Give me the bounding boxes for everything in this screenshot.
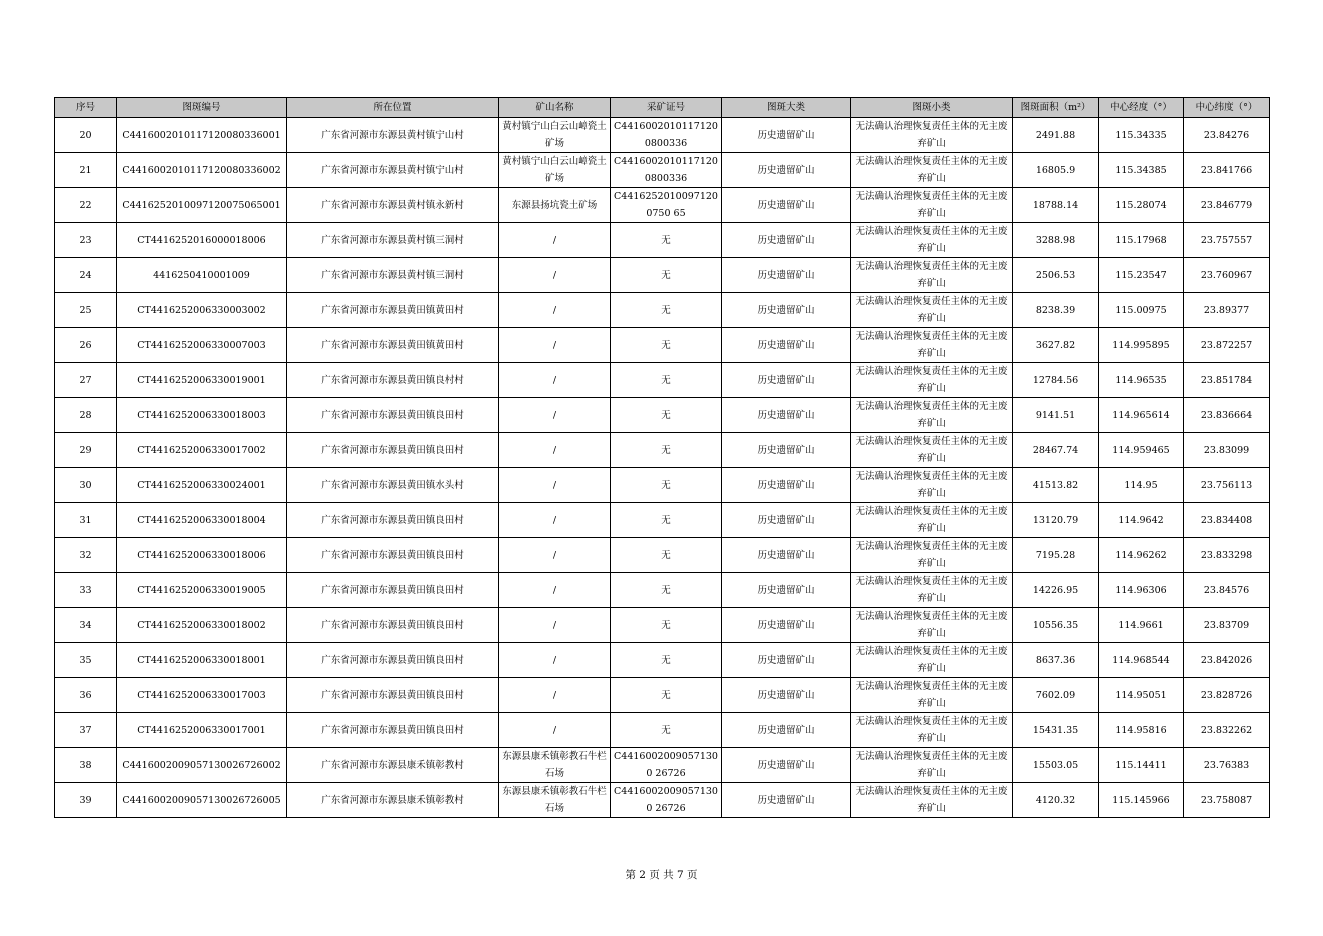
- cell-col-mine-name: /: [499, 398, 611, 433]
- cell-col-category: 历史遗留矿山: [722, 643, 851, 678]
- cell-col-patch-code: CT4416252016000018006: [117, 223, 287, 258]
- cell-col-latitude: 23.89377: [1184, 293, 1270, 328]
- cell-col-index: 37: [55, 713, 117, 748]
- cell-col-category: 历史遗留矿山: [722, 153, 851, 188]
- cell-col-category: 历史遗留矿山: [722, 748, 851, 783]
- cell-col-patch-code: CT4416252006330003002: [117, 293, 287, 328]
- header-col-category: 图斑大类: [722, 98, 851, 118]
- header-col-location: 所在位置: [287, 98, 499, 118]
- cell-col-area: 13120.79: [1013, 503, 1099, 538]
- cell-col-patch-code: CT4416252006330007003: [117, 328, 287, 363]
- table-row: [55, 538, 1270, 573]
- cell-col-longitude: 115.145966: [1099, 783, 1184, 818]
- cell-col-category: 历史遗留矿山: [722, 223, 851, 258]
- cell-col-longitude: 114.995895: [1099, 328, 1184, 363]
- cell-col-area: 18788.14: [1013, 188, 1099, 223]
- cell-col-index: 38: [55, 748, 117, 783]
- cell-col-area: 2506.53: [1013, 258, 1099, 293]
- cell-col-index: 29: [55, 433, 117, 468]
- cell-col-location: 广东省河源市东源县康禾镇彰教村: [287, 783, 499, 818]
- cell-col-location: 广东省河源市东源县黄田镇黄田村: [287, 328, 499, 363]
- cell-col-patch-code: C4416002009057130026726005: [117, 783, 287, 818]
- cell-col-mine-name: /: [499, 643, 611, 678]
- cell-col-license-no: 无: [611, 433, 722, 468]
- table-body: [55, 118, 1270, 818]
- cell-col-mine-name: /: [499, 258, 611, 293]
- cell-col-longitude: 115.34385: [1099, 153, 1184, 188]
- cell-col-mine-name: 东源县康禾镇彰教石牛栏石场: [499, 783, 611, 818]
- cell-col-license-no: C44160020090571300 26726: [611, 748, 722, 783]
- cell-col-patch-code: C4416002010117120080336002: [117, 153, 287, 188]
- cell-col-location: 广东省河源市东源县康禾镇彰教村: [287, 748, 499, 783]
- cell-col-subcategory: 无法确认治理恢复责任主体的无主废弃矿山: [851, 678, 1013, 713]
- cell-col-area: 28467.74: [1013, 433, 1099, 468]
- cell-col-location: 广东省河源市东源县黄村镇永新村: [287, 188, 499, 223]
- cell-col-longitude: 115.34335: [1099, 118, 1184, 153]
- cell-col-subcategory: 无法确认治理恢复责任主体的无主废弃矿山: [851, 188, 1013, 223]
- cell-col-mine-name: /: [499, 468, 611, 503]
- cell-col-location: 广东省河源市东源县黄田镇良田村: [287, 608, 499, 643]
- cell-col-longitude: 114.95051: [1099, 678, 1184, 713]
- cell-col-latitude: 23.828726: [1184, 678, 1270, 713]
- cell-col-location: 广东省河源市东源县黄村镇宁山村: [287, 118, 499, 153]
- table-row: [55, 363, 1270, 398]
- cell-col-subcategory: 无法确认治理恢复责任主体的无主废弃矿山: [851, 293, 1013, 328]
- cell-col-area: 15431.35: [1013, 713, 1099, 748]
- cell-col-mine-name: /: [499, 223, 611, 258]
- header-col-mine-name: 矿山名称: [499, 98, 611, 118]
- cell-col-mine-name: /: [499, 678, 611, 713]
- cell-col-longitude: 114.965614: [1099, 398, 1184, 433]
- cell-col-longitude: 114.96262: [1099, 538, 1184, 573]
- header-col-subcategory: 图斑小类: [851, 98, 1013, 118]
- cell-col-location: 广东省河源市东源县黄村镇宁山村: [287, 153, 499, 188]
- cell-col-index: 39: [55, 783, 117, 818]
- cell-col-longitude: 114.959465: [1099, 433, 1184, 468]
- cell-col-index: 22: [55, 188, 117, 223]
- cell-col-category: 历史遗留矿山: [722, 573, 851, 608]
- cell-col-location: 广东省河源市东源县黄田镇良田村: [287, 643, 499, 678]
- cell-col-longitude: 114.9642: [1099, 503, 1184, 538]
- cell-col-license-no: 无: [611, 713, 722, 748]
- table-row: [55, 258, 1270, 293]
- cell-col-license-no: 无: [611, 258, 722, 293]
- cell-col-subcategory: 无法确认治理恢复责任主体的无主废弃矿山: [851, 118, 1013, 153]
- cell-col-patch-code: CT4416252006330018003: [117, 398, 287, 433]
- cell-col-patch-code: CT4416252006330019001: [117, 363, 287, 398]
- cell-col-license-no: 无: [611, 398, 722, 433]
- cell-col-category: 历史遗留矿山: [722, 363, 851, 398]
- cell-col-license-no: 无: [611, 328, 722, 363]
- cell-col-category: 历史遗留矿山: [722, 433, 851, 468]
- cell-col-latitude: 23.760967: [1184, 258, 1270, 293]
- cell-col-latitude: 23.757557: [1184, 223, 1270, 258]
- cell-col-subcategory: 无法确认治理恢复责任主体的无主废弃矿山: [851, 573, 1013, 608]
- cell-col-area: 3627.82: [1013, 328, 1099, 363]
- cell-col-location: 广东省河源市东源县黄田镇良田村: [287, 398, 499, 433]
- cell-col-license-no: 无: [611, 538, 722, 573]
- cell-col-patch-code: C4416002009057130026726002: [117, 748, 287, 783]
- cell-col-license-no: 无: [611, 223, 722, 258]
- cell-col-mine-name: /: [499, 433, 611, 468]
- cell-col-latitude: 23.756113: [1184, 468, 1270, 503]
- cell-col-index: 24: [55, 258, 117, 293]
- cell-col-patch-code: CT4416252006330018004: [117, 503, 287, 538]
- cell-col-license-no: 无: [611, 573, 722, 608]
- cell-col-location: 广东省河源市东源县黄田镇黄田村: [287, 293, 499, 328]
- table-row: [55, 188, 1270, 223]
- cell-col-mine-name: 黄村镇宁山白云山嶂瓷土矿场: [499, 118, 611, 153]
- cell-col-latitude: 23.851784: [1184, 363, 1270, 398]
- cell-col-index: 28: [55, 398, 117, 433]
- cell-col-area: 2491.88: [1013, 118, 1099, 153]
- cell-col-index: 30: [55, 468, 117, 503]
- cell-col-index: 33: [55, 573, 117, 608]
- cell-col-index: 21: [55, 153, 117, 188]
- cell-col-patch-code: CT4416252006330017003: [117, 678, 287, 713]
- cell-col-latitude: 23.846779: [1184, 188, 1270, 223]
- cell-col-longitude: 114.95: [1099, 468, 1184, 503]
- cell-col-patch-code: CT4416252006330024001: [117, 468, 287, 503]
- cell-col-patch-code: CT4416252006330018006: [117, 538, 287, 573]
- cell-col-category: 历史遗留矿山: [722, 538, 851, 573]
- cell-col-location: 广东省河源市东源县黄田镇良田村: [287, 573, 499, 608]
- cell-col-category: 历史遗留矿山: [722, 608, 851, 643]
- cell-col-longitude: 114.9661: [1099, 608, 1184, 643]
- cell-col-latitude: 23.841766: [1184, 153, 1270, 188]
- cell-col-subcategory: 无法确认治理恢复责任主体的无主废弃矿山: [851, 468, 1013, 503]
- cell-col-category: 历史遗留矿山: [722, 188, 851, 223]
- cell-col-license-no: C44162520100971200750 65: [611, 188, 722, 223]
- cell-col-latitude: 23.84276: [1184, 118, 1270, 153]
- cell-col-area: 7195.28: [1013, 538, 1099, 573]
- cell-col-mine-name: /: [499, 608, 611, 643]
- cell-col-subcategory: 无法确认治理恢复责任主体的无主废弃矿山: [851, 433, 1013, 468]
- cell-col-index: 35: [55, 643, 117, 678]
- cell-col-index: 27: [55, 363, 117, 398]
- data-table: [54, 97, 1270, 818]
- cell-col-license-no: 无: [611, 608, 722, 643]
- cell-col-mine-name: /: [499, 713, 611, 748]
- cell-col-mine-name: 黄村镇宁山白云山嶂瓷土矿场: [499, 153, 611, 188]
- cell-col-patch-code: CT4416252006330017002: [117, 433, 287, 468]
- cell-col-category: 历史遗留矿山: [722, 783, 851, 818]
- table-row: [55, 118, 1270, 153]
- cell-col-longitude: 115.14411: [1099, 748, 1184, 783]
- cell-col-area: 12784.56: [1013, 363, 1099, 398]
- table-row: [55, 608, 1270, 643]
- cell-col-subcategory: 无法确认治理恢复责任主体的无主废弃矿山: [851, 748, 1013, 783]
- table-row: [55, 293, 1270, 328]
- cell-col-patch-code: CT4416252006330018002: [117, 608, 287, 643]
- cell-col-latitude: 23.832262: [1184, 713, 1270, 748]
- cell-col-category: 历史遗留矿山: [722, 503, 851, 538]
- cell-col-latitude: 23.833298: [1184, 538, 1270, 573]
- cell-col-location: 广东省河源市东源县黄村镇三洞村: [287, 258, 499, 293]
- header-col-area: 图斑面积（m²）: [1013, 98, 1099, 118]
- cell-col-location: 广东省河源市东源县黄田镇水头村: [287, 468, 499, 503]
- table-row: [55, 503, 1270, 538]
- cell-col-latitude: 23.834408: [1184, 503, 1270, 538]
- cell-col-area: 15503.05: [1013, 748, 1099, 783]
- cell-col-patch-code: CT4416252006330017001: [117, 713, 287, 748]
- cell-col-longitude: 115.17968: [1099, 223, 1184, 258]
- cell-col-mine-name: /: [499, 363, 611, 398]
- header-col-latitude: 中心纬度（°）: [1184, 98, 1270, 118]
- cell-col-area: 8637.36: [1013, 643, 1099, 678]
- cell-col-patch-code: C4416252010097120075065001: [117, 188, 287, 223]
- cell-col-subcategory: 无法确认治理恢复责任主体的无主废弃矿山: [851, 328, 1013, 363]
- cell-col-index: 25: [55, 293, 117, 328]
- cell-col-longitude: 114.968544: [1099, 643, 1184, 678]
- cell-col-subcategory: 无法确认治理恢复责任主体的无主废弃矿山: [851, 503, 1013, 538]
- cell-col-mine-name: /: [499, 503, 611, 538]
- cell-col-patch-code: CT4416252006330018001: [117, 643, 287, 678]
- cell-col-index: 20: [55, 118, 117, 153]
- cell-col-category: 历史遗留矿山: [722, 398, 851, 433]
- cell-col-license-no: C44160020101171200800336: [611, 153, 722, 188]
- cell-col-area: 10556.35: [1013, 608, 1099, 643]
- table-row: [55, 713, 1270, 748]
- cell-col-area: 3288.98: [1013, 223, 1099, 258]
- header-col-longitude: 中心经度（°）: [1099, 98, 1184, 118]
- table-row: [55, 398, 1270, 433]
- header-col-license-no: 采矿证号: [611, 98, 722, 118]
- cell-col-license-no: 无: [611, 468, 722, 503]
- cell-col-category: 历史遗留矿山: [722, 328, 851, 363]
- cell-col-longitude: 114.95816: [1099, 713, 1184, 748]
- cell-col-patch-code: CT4416252006330019005: [117, 573, 287, 608]
- header-col-patch-code: 图斑编号: [117, 98, 287, 118]
- table-row: [55, 678, 1270, 713]
- cell-col-location: 广东省河源市东源县黄田镇良田村: [287, 433, 499, 468]
- cell-col-longitude: 114.96535: [1099, 363, 1184, 398]
- cell-col-location: 广东省河源市东源县黄田镇良田村: [287, 678, 499, 713]
- cell-col-license-no: 无: [611, 363, 722, 398]
- table-row: [55, 748, 1270, 783]
- cell-col-mine-name: /: [499, 293, 611, 328]
- cell-col-category: 历史遗留矿山: [722, 293, 851, 328]
- cell-col-longitude: 115.23547: [1099, 258, 1184, 293]
- cell-col-area: 8238.39: [1013, 293, 1099, 328]
- cell-col-mine-name: /: [499, 538, 611, 573]
- table-row: [55, 783, 1270, 818]
- table-row: [55, 468, 1270, 503]
- cell-col-index: 32: [55, 538, 117, 573]
- cell-col-patch-code: C4416002010117120080336001: [117, 118, 287, 153]
- cell-col-subcategory: 无法确认治理恢复责任主体的无主废弃矿山: [851, 643, 1013, 678]
- cell-col-area: 16805.9: [1013, 153, 1099, 188]
- cell-col-index: 36: [55, 678, 117, 713]
- cell-col-latitude: 23.842026: [1184, 643, 1270, 678]
- cell-col-license-no: 无: [611, 643, 722, 678]
- table-header-row: [55, 98, 1270, 118]
- cell-col-license-no: 无: [611, 293, 722, 328]
- cell-col-location: 广东省河源市东源县黄村镇三洞村: [287, 223, 499, 258]
- cell-col-longitude: 114.96306: [1099, 573, 1184, 608]
- cell-col-latitude: 23.84576: [1184, 573, 1270, 608]
- cell-col-area: 4120.32: [1013, 783, 1099, 818]
- cell-col-longitude: 115.28074: [1099, 188, 1184, 223]
- cell-col-index: 26: [55, 328, 117, 363]
- cell-col-mine-name: /: [499, 573, 611, 608]
- cell-col-latitude: 23.83709: [1184, 608, 1270, 643]
- cell-col-license-no: C44160020090571300 26726: [611, 783, 722, 818]
- cell-col-mine-name: /: [499, 328, 611, 363]
- cell-col-location: 广东省河源市东源县黄田镇良田村: [287, 503, 499, 538]
- cell-col-subcategory: 无法确认治理恢复责任主体的无主废弃矿山: [851, 363, 1013, 398]
- cell-col-location: 广东省河源市东源县黄田镇良田村: [287, 538, 499, 573]
- page-footer: 第 2 页 共 7 页: [625, 869, 698, 881]
- cell-col-mine-name: 东源县康禾镇彰教石牛栏石场: [499, 748, 611, 783]
- cell-col-category: 历史遗留矿山: [722, 118, 851, 153]
- cell-col-category: 历史遗留矿山: [722, 258, 851, 293]
- cell-col-longitude: 115.00975: [1099, 293, 1184, 328]
- cell-col-area: 14226.95: [1013, 573, 1099, 608]
- cell-col-subcategory: 无法确认治理恢复责任主体的无主废弃矿山: [851, 783, 1013, 818]
- cell-col-license-no: 无: [611, 503, 722, 538]
- cell-col-patch-code: 4416250410001009: [117, 258, 287, 293]
- cell-col-location: 广东省河源市东源县黄田镇良村村: [287, 363, 499, 398]
- cell-col-subcategory: 无法确认治理恢复责任主体的无主废弃矿山: [851, 223, 1013, 258]
- header-col-index: 序号: [55, 98, 117, 118]
- cell-col-area: 9141.51: [1013, 398, 1099, 433]
- cell-col-category: 历史遗留矿山: [722, 468, 851, 503]
- cell-col-category: 历史遗留矿山: [722, 713, 851, 748]
- cell-col-latitude: 23.83099: [1184, 433, 1270, 468]
- cell-col-subcategory: 无法确认治理恢复责任主体的无主废弃矿山: [851, 153, 1013, 188]
- cell-col-latitude: 23.836664: [1184, 398, 1270, 433]
- cell-col-area: 7602.09: [1013, 678, 1099, 713]
- cell-col-subcategory: 无法确认治理恢复责任主体的无主废弃矿山: [851, 538, 1013, 573]
- cell-col-subcategory: 无法确认治理恢复责任主体的无主废弃矿山: [851, 258, 1013, 293]
- table-row: [55, 223, 1270, 258]
- cell-col-subcategory: 无法确认治理恢复责任主体的无主废弃矿山: [851, 713, 1013, 748]
- cell-col-area: 41513.82: [1013, 468, 1099, 503]
- cell-col-latitude: 23.758087: [1184, 783, 1270, 818]
- cell-col-category: 历史遗留矿山: [722, 678, 851, 713]
- table-row: [55, 643, 1270, 678]
- cell-col-index: 31: [55, 503, 117, 538]
- table-row: [55, 573, 1270, 608]
- cell-col-license-no: 无: [611, 678, 722, 713]
- cell-col-index: 34: [55, 608, 117, 643]
- table-row: [55, 328, 1270, 363]
- cell-col-subcategory: 无法确认治理恢复责任主体的无主废弃矿山: [851, 608, 1013, 643]
- cell-col-index: 23: [55, 223, 117, 258]
- table-row: [55, 153, 1270, 188]
- cell-col-subcategory: 无法确认治理恢复责任主体的无主废弃矿山: [851, 398, 1013, 433]
- cell-col-license-no: C44160020101171200800336: [611, 118, 722, 153]
- cell-col-mine-name: 东源县扬坑瓷土矿场: [499, 188, 611, 223]
- cell-col-location: 广东省河源市东源县黄田镇良田村: [287, 713, 499, 748]
- cell-col-latitude: 23.872257: [1184, 328, 1270, 363]
- table-row: [55, 433, 1270, 468]
- cell-col-latitude: 23.76383: [1184, 748, 1270, 783]
